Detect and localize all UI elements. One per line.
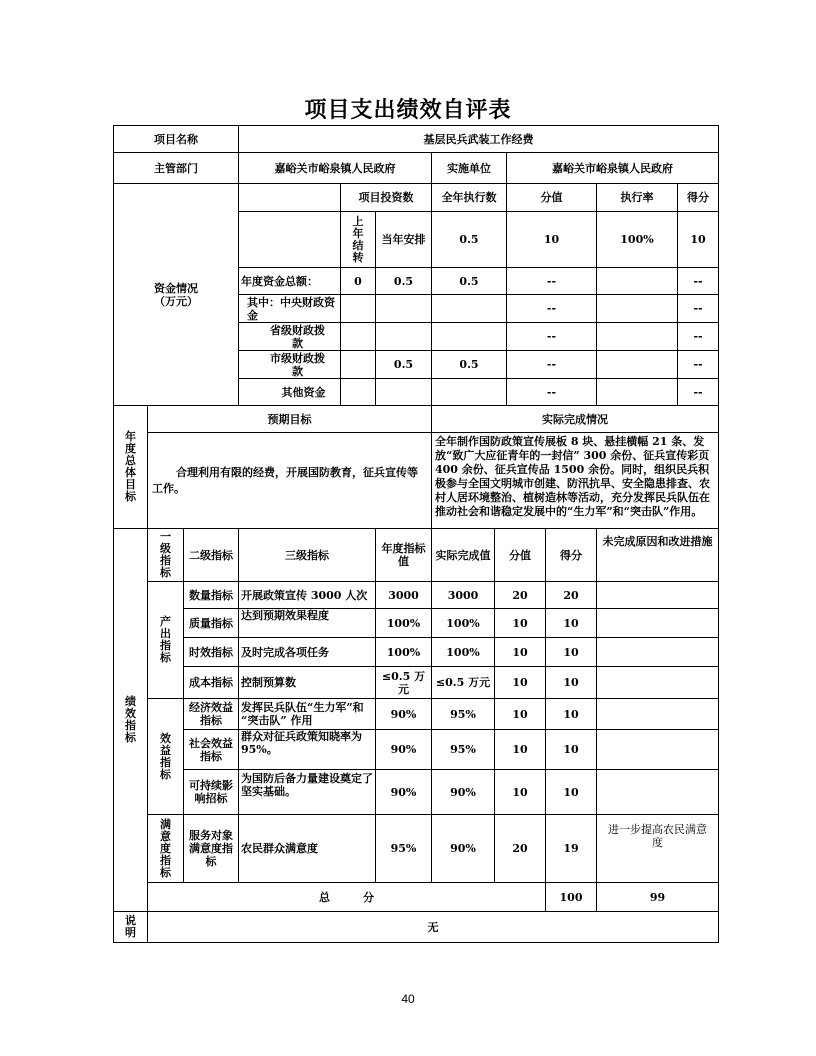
level3: 发挥民兵队伍“生力军”和 “突击队” 作用 bbox=[239, 699, 376, 730]
score-value: 10 bbox=[495, 730, 546, 770]
funds-row-score: -- bbox=[678, 295, 719, 323]
summary-rate: 100% bbox=[597, 212, 678, 268]
total-row bbox=[114, 883, 719, 912]
score: 10 bbox=[546, 770, 597, 815]
expected-text bbox=[148, 433, 432, 529]
actual: 95% bbox=[432, 699, 495, 730]
actual: 100% bbox=[432, 609, 495, 638]
funds-row-curr: 0.5 bbox=[376, 351, 432, 379]
funds-blank-header bbox=[239, 184, 341, 212]
funds-label-line1: 资金情况 bbox=[154, 281, 198, 295]
funds-row-curr bbox=[376, 323, 432, 351]
expected-text-body: 合理利用有限的经费，开展国防教育，征兵宣传等工作。 bbox=[152, 465, 418, 495]
indicator-row bbox=[114, 815, 719, 883]
funds-blank-sub bbox=[239, 212, 341, 268]
level3: 及时完成各项任务 bbox=[239, 638, 376, 667]
impl-value: 嘉峪关市峪泉镇人民政府 bbox=[507, 153, 719, 184]
target: 100% bbox=[376, 609, 432, 638]
funds-row-score: -- bbox=[678, 323, 719, 351]
summary-exec: 0.5 bbox=[432, 212, 507, 268]
level2: 数量指标 bbox=[184, 582, 239, 609]
level2: 社会效益指标 bbox=[184, 730, 239, 770]
funds-row-rate bbox=[597, 268, 678, 295]
total-label: 总 分 bbox=[148, 883, 546, 912]
target: 90% bbox=[376, 770, 432, 815]
indicators-section-label: 绩效指标 bbox=[114, 529, 148, 912]
funds-row-curr bbox=[376, 295, 432, 323]
total-score: 99 bbox=[597, 883, 719, 912]
funds-row-sv: -- bbox=[507, 379, 597, 406]
performance-table bbox=[113, 405, 719, 943]
actual: 95% bbox=[432, 730, 495, 770]
col-score-value: 分值 bbox=[507, 184, 597, 212]
actual-header: 实际完成情况 bbox=[432, 406, 719, 433]
score-value: 20 bbox=[495, 582, 546, 609]
funds-row-label: 市级财政拨款 bbox=[239, 351, 341, 379]
score: 10 bbox=[546, 638, 597, 667]
notes-label: 说明 bbox=[114, 912, 148, 943]
actual: 90% bbox=[432, 770, 495, 815]
funds-row-prev bbox=[341, 323, 376, 351]
level1-benefit: 效益指标 bbox=[148, 699, 184, 815]
score: 20 bbox=[546, 582, 597, 609]
impl-label: 实施单位 bbox=[432, 153, 507, 184]
funds-row-exec: 0.5 bbox=[432, 351, 507, 379]
dept-label: 主管部门 bbox=[114, 153, 239, 184]
summary-score: 10 bbox=[678, 212, 719, 268]
funds-row-prev bbox=[341, 295, 376, 323]
level2: 经济效益指标 bbox=[184, 699, 239, 730]
reason bbox=[597, 609, 719, 638]
total-score-value: 100 bbox=[546, 883, 597, 912]
hdr-level3: 三级指标 bbox=[239, 529, 376, 582]
hdr-actual: 实际完成值 bbox=[432, 529, 495, 582]
col-score: 得分 bbox=[678, 184, 719, 212]
level3: 控制预算数 bbox=[239, 667, 376, 699]
score-value: 10 bbox=[495, 699, 546, 730]
hdr-score-value: 分值 bbox=[495, 529, 546, 582]
col-invest: 项目投资数 bbox=[341, 184, 432, 212]
indicator-row bbox=[114, 699, 719, 730]
score-value: 20 bbox=[495, 815, 546, 883]
level3: 群众对征兵政策知晓率为 95%。 bbox=[239, 730, 376, 770]
funds-row-rate bbox=[597, 379, 678, 406]
goals-section-label: 年度总体目标 bbox=[114, 406, 148, 529]
target: ≤0.5 万元 bbox=[376, 667, 432, 699]
funds-row-curr bbox=[376, 379, 432, 406]
funds-row-score: -- bbox=[678, 351, 719, 379]
score: 10 bbox=[546, 667, 597, 699]
page-number: 40 bbox=[401, 992, 415, 1006]
hdr-reason: 未完成原因和改进措施 bbox=[597, 529, 719, 582]
actual: 3000 bbox=[432, 582, 495, 609]
target: 95% bbox=[376, 815, 432, 883]
reason bbox=[597, 730, 719, 770]
target: 90% bbox=[376, 699, 432, 730]
score: 19 bbox=[546, 815, 597, 883]
level2: 服务对象满意度指标 bbox=[184, 815, 239, 883]
target: 90% bbox=[376, 730, 432, 770]
hdr-level2: 二级指标 bbox=[184, 529, 239, 582]
score-value: 10 bbox=[495, 667, 546, 699]
funds-row-exec: 0.5 bbox=[432, 268, 507, 295]
funds-row-curr: 0.5 bbox=[376, 268, 432, 295]
score-value: 10 bbox=[495, 770, 546, 815]
level3: 达到预期效果程度 bbox=[239, 609, 376, 638]
reason bbox=[597, 638, 719, 667]
reason bbox=[597, 582, 719, 609]
funds-row-label: 其中：中央财政资金 bbox=[239, 295, 341, 323]
score: 10 bbox=[546, 609, 597, 638]
notes-text: 无 bbox=[148, 912, 719, 943]
page-title: 项目支出绩效自评表 bbox=[304, 97, 512, 123]
target: 3000 bbox=[376, 582, 432, 609]
level3: 农民群众满意度 bbox=[239, 815, 376, 883]
actual-text: 全年制作国防政策宣传展板 8 块、悬挂横幅 21 条、发放“致广大应征青年的一封信” 300 余份、征兵宣传彩页 400 余份、征兵宣传品 1500 余份。同时，组织民兵积极参与全国文明城市创建、防汛抗旱、安全隐患排查、农村人居环境整治、植树造林等活动，充分发挥民兵队伍在推动社会和谐稳定发展中的“生力军”和“突击队”作用。 bbox=[432, 433, 719, 529]
score: 10 bbox=[546, 730, 597, 770]
hdr-target: 年度指标值 bbox=[376, 529, 432, 582]
reason bbox=[597, 699, 719, 730]
col-exec-rate: 执行率 bbox=[597, 184, 678, 212]
indicator-row bbox=[114, 609, 719, 638]
indicator-row bbox=[114, 770, 719, 815]
funds-row-sv: -- bbox=[507, 268, 597, 295]
summary-score-value: 10 bbox=[507, 212, 597, 268]
funds-row-prev bbox=[341, 351, 376, 379]
expected-header: 预期目标 bbox=[148, 406, 432, 433]
funds-row-prev bbox=[341, 379, 376, 406]
funds-row-score: -- bbox=[678, 379, 719, 406]
hdr-score: 得分 bbox=[546, 529, 597, 582]
sub-prev: 上年结转 bbox=[341, 212, 376, 268]
indicator-row bbox=[114, 730, 719, 770]
actual: 100% bbox=[432, 638, 495, 667]
reason bbox=[597, 770, 719, 815]
level2: 成本指标 bbox=[184, 667, 239, 699]
col-exec: 全年执行数 bbox=[432, 184, 507, 212]
funds-row-rate bbox=[597, 295, 678, 323]
indicator-row bbox=[114, 638, 719, 667]
level1-satisfaction: 满意度指标 bbox=[148, 815, 184, 883]
funds-row-sv: -- bbox=[507, 295, 597, 323]
funds-row-label: 省级财政拨款 bbox=[239, 323, 341, 351]
notes-row bbox=[114, 912, 719, 943]
score-value: 10 bbox=[495, 609, 546, 638]
funds-section-label bbox=[114, 184, 239, 406]
reason bbox=[597, 667, 719, 699]
dept-value: 嘉峪关市峪泉镇人民政府 bbox=[239, 153, 432, 184]
level2: 质量指标 bbox=[184, 609, 239, 638]
level2: 时效指标 bbox=[184, 638, 239, 667]
funds-row-sv: -- bbox=[507, 323, 597, 351]
level1-output: 产出指标 bbox=[148, 582, 184, 699]
indicator-row bbox=[114, 582, 719, 609]
funds-row-score: -- bbox=[678, 268, 719, 295]
level3: 为国防后备力量建设奠定了坚实基础。 bbox=[239, 770, 376, 815]
sub-curr: 当年安排 bbox=[376, 212, 432, 268]
actual: ≤0.5 万元 bbox=[432, 667, 495, 699]
funds-row-exec bbox=[432, 323, 507, 351]
funds-row-label: 其他资金 bbox=[239, 379, 341, 406]
funds-row-exec bbox=[432, 379, 507, 406]
actual: 90% bbox=[432, 815, 495, 883]
funds-label-line2: （万元） bbox=[154, 294, 198, 308]
hdr-level1: 一级指标 bbox=[148, 529, 184, 582]
funds-row-rate bbox=[597, 323, 678, 351]
score: 10 bbox=[546, 699, 597, 730]
project-name-label: 项目名称 bbox=[114, 126, 239, 153]
funds-row-exec bbox=[432, 295, 507, 323]
funds-row-rate bbox=[597, 351, 678, 379]
funds-row-sv: -- bbox=[507, 351, 597, 379]
level3: 开展政策宣传 3000 人次 bbox=[239, 582, 376, 609]
level2: 可持续影响招标 bbox=[184, 770, 239, 815]
indicator-row bbox=[114, 667, 719, 699]
reason: 进一步提高农民满意度 bbox=[597, 815, 719, 883]
score-value: 10 bbox=[495, 638, 546, 667]
project-name: 基层民兵武装工作经费 bbox=[239, 126, 719, 153]
target: 100% bbox=[376, 638, 432, 667]
header-funds-table bbox=[113, 125, 719, 406]
funds-row-label: 年度资金总额： bbox=[239, 268, 341, 295]
funds-row-prev: 0 bbox=[341, 268, 376, 295]
